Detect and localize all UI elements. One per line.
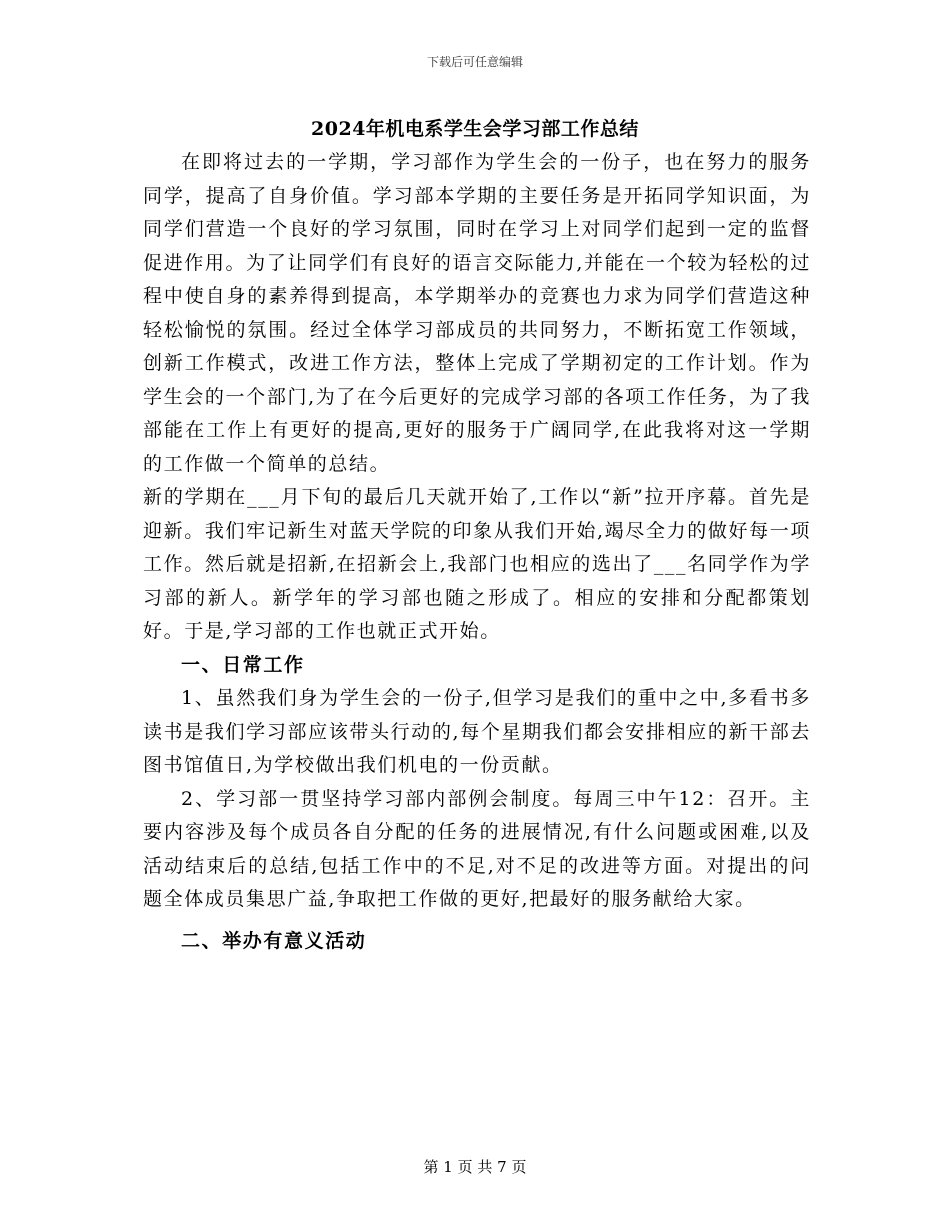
document-title: 2024年机电系学生会学习部工作总结 [311, 118, 639, 140]
section-heading-activities: 二、举办有意义活动 [181, 929, 367, 952]
section-heading-daily-work: 一、日常工作 [181, 653, 305, 676]
document-body [143, 146, 811, 958]
header-note: 下载后可任意编辑 [426, 55, 523, 69]
page-footer: 第 1 页 共 7 页 [423, 1158, 527, 1176]
paragraph-item-1: 1、虽然我们身为学生会的一份子,但学习是我们的重中之中,多看书多读书是我们学习部应该带头行动的,每个星期我们都会安排相应的新干部去图书馆值日,为学校做出我们机电的一份贡献。 [143, 687, 811, 776]
paragraph-new-semester: 新的学期在___月下旬的最后几天就开始了,工作以“新”拉开序幕。首先是迎新。我们牢记新生对蓝天学院的印象从我们开始,竭尽全力的做好每一项工作。然后就是招新,在招新会上,我部门也相应的选出了___名同学作为学习部的新人。新学年的学习部也随之形成了。相应的安排和分配都策划好。于是,学习部的工作也就正式开始。 [143, 486, 811, 642]
paragraph-item-2: 2、学习部一贯坚持学习部内部例会制度。每周三中午12：召开。主要内容涉及每个成员各自分配的任务的进展情况,有什么问题或困难,以及活动结束后的总结,包括工作中的不足,对不足的改进等方面。对提出的问题全体成员集思广益,争取把工作做的更好,把最好的服务献给大家。 [143, 787, 811, 910]
paragraph-intro: 在即将过去的一学期，学习部作为学生会的一份子，也在努力的服务同学，提高了自身价值。学习部本学期的主要任务是开拓同学知识面，为同学们营造一个良好的学习氛围，同时在学习上对同学们起到一定的监督促进作用。为了让同学们有良好的语言交际能力,并能在一个较为轻松的过程中使自身的素养得到提高，本学期举办的竞赛也力求为同学们营造这种轻松愉悦的氛围。经过全体学习部成员的共同努力，不断拓宽工作领域，创新工作模式，改进工作方法，整体上完成了学期初定的工作计划。作为学生会的一个部门,为了在今后更好的完成学习部的各项工作任务，为了我部能在工作上有更好的提高,更好的服务于广阔同学,在此我将对这一学期的工作做一个简单的总结。 [143, 151, 811, 475]
